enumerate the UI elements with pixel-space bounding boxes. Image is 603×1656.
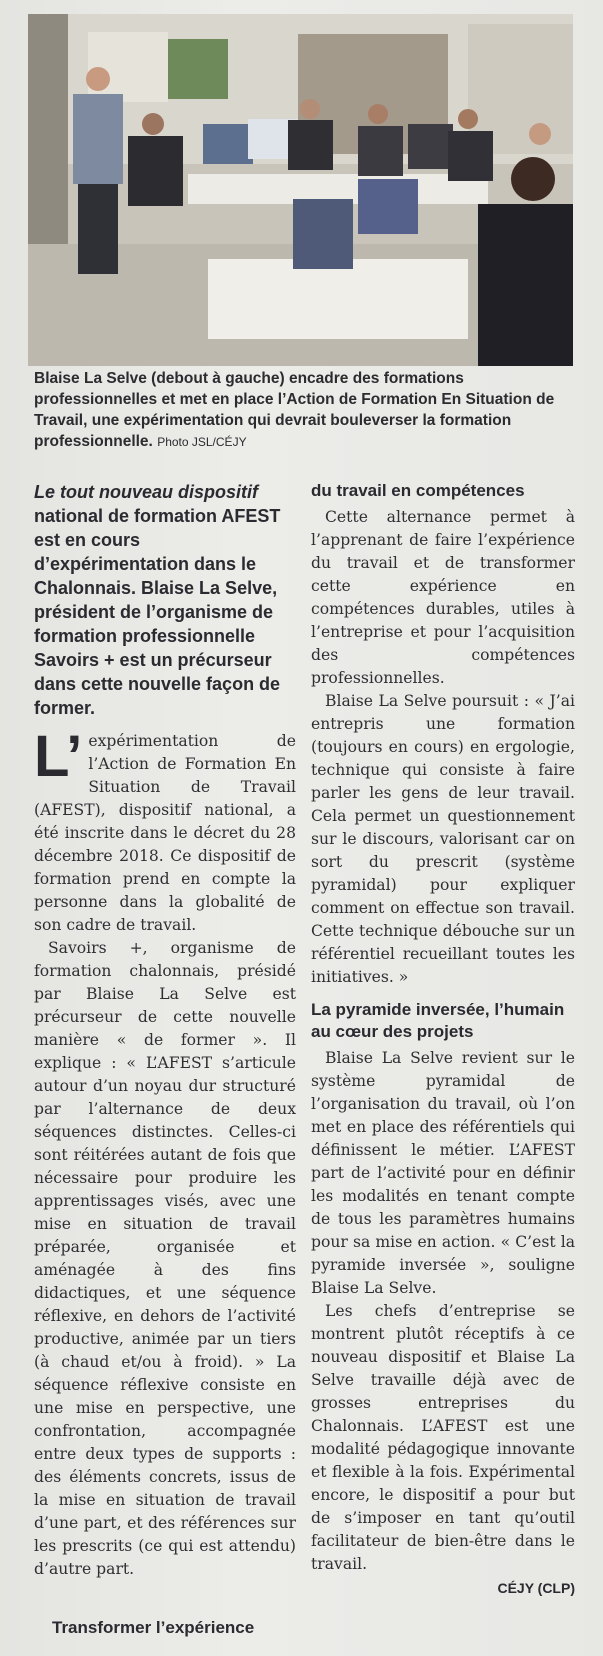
article-photo: [28, 14, 573, 366]
subheading-competences: du travail en compétences: [311, 481, 525, 500]
paragraph-entreprises: Les chefs d’entreprise se montrent plutôt réceptifs à ce nouveau dispositif et Blaise La Selve travaille déjà avec de grosses entreprises du Chalonnais. L’AFEST est une modalité pédagogique innovante et flexible à la fois. Expérimental encore, le dispositif a pour but de s’imposer en tant qu’outil facilitateur de bien-être dans le travail.: [311, 1302, 575, 1573]
photo-credit: Photo JSL/CÉJY: [157, 435, 247, 449]
training-room-photo: [28, 14, 573, 366]
caption-text: Blaise La Selve (debout à gauche) encadre des formations professionnelles et met en place l’Action de Formation En Situation de Travail, une expérimentation qui devrait bouleverser la formation professionnelle.: [34, 370, 555, 450]
author-signature: CÉJY (CLP): [497, 1580, 575, 1596]
subheading-transformer: Transformer l’expérience: [52, 1618, 255, 1637]
paragraph-alternance: Cette alternance permet à l’apprenant de faire l’expérience du travail et de transformer cette expérience en compétences durables, utiles à l’entreprise et pour l’acquisition des compétences professionnelles.: [311, 508, 575, 687]
paragraph-savoirs: Savoirs +, organisme de formation chalonnais, présidé par Blaise La Selve est précurseur de cette nouvelle manière « de former ». Il explique : « L’AFEST s’articule autour d’un noyau dur structuré par l’alternance de deux séquences distinctes. Celles-ci sont réitérées autant de fois que nécessaire pour produire les apprentissages visés, avec une mise en situation de travail préparée, organisée et aménagée à des fins didactiques, et une séquence réflexive, en dehors de l’activité productive, animée par un tiers (à chaud et/ou à froid). » La séquence réflexive consiste en une mise en perspective, une confrontation, accompagnée entre deux types de supports : des éléments concrets, issus de la mise en situation de travail d’une part, et des références sur les prescrits (ce qui est attendu) d’autre part.: [34, 939, 296, 1578]
drop-cap: L’: [34, 724, 83, 789]
lead-italic: Le tout nouveau dispositif: [34, 482, 258, 502]
paragraph-ergologie: Blaise La Selve poursuit : « J’ai entrepris une formation (toujours en cours) en ergologie, technique qui consiste à faire parler les gens de leur travail. Cela permet un questionnement sur le discours, valorisant car on sort du prescrit (système pyramidal) pour expliquer comment on effectue son travail. Cette technique débouche sur un référentiel recueillant toutes les initiatives. »: [311, 692, 575, 986]
photo-caption: [34, 368, 574, 453]
paragraph-pyramide: Blaise La Selve revient sur le système pyramidal de l’organisation du travail, où l’on met en place des référentiels qui définissent le métier. L’AFEST part de l’activité pour en définir les modalités en tenant compte de tous les paramètres humains pour sa mise en action. « C’est la pyramide inversée », souligne Blaise La Selve.: [311, 1049, 575, 1297]
left-column: [34, 480, 296, 1581]
subheading-pyramide: La pyramide inversée, l’humain au cœur des projets: [311, 1000, 565, 1041]
lead-rest: national de formation AFEST est en cours d’expérimentation dans le Chalonnais. Blaise La Selve, président de l’organisme de formation professionnelle Savoirs + est un précurseur dans cette nouvelle façon de former.: [34, 506, 281, 718]
paragraph-intro-text: expérimentation de l’Action de Formation En Situation de Travail (AFEST), dispositif national, a été inscrite dans le décret du 28 décembre 2018. Ce dispositif de formation prend en compte la personne dans la globalité de son cadre de travail.: [34, 732, 296, 934]
article-lead: [34, 480, 296, 720]
right-column: [311, 480, 575, 1596]
paragraph-intro: [34, 724, 296, 937]
